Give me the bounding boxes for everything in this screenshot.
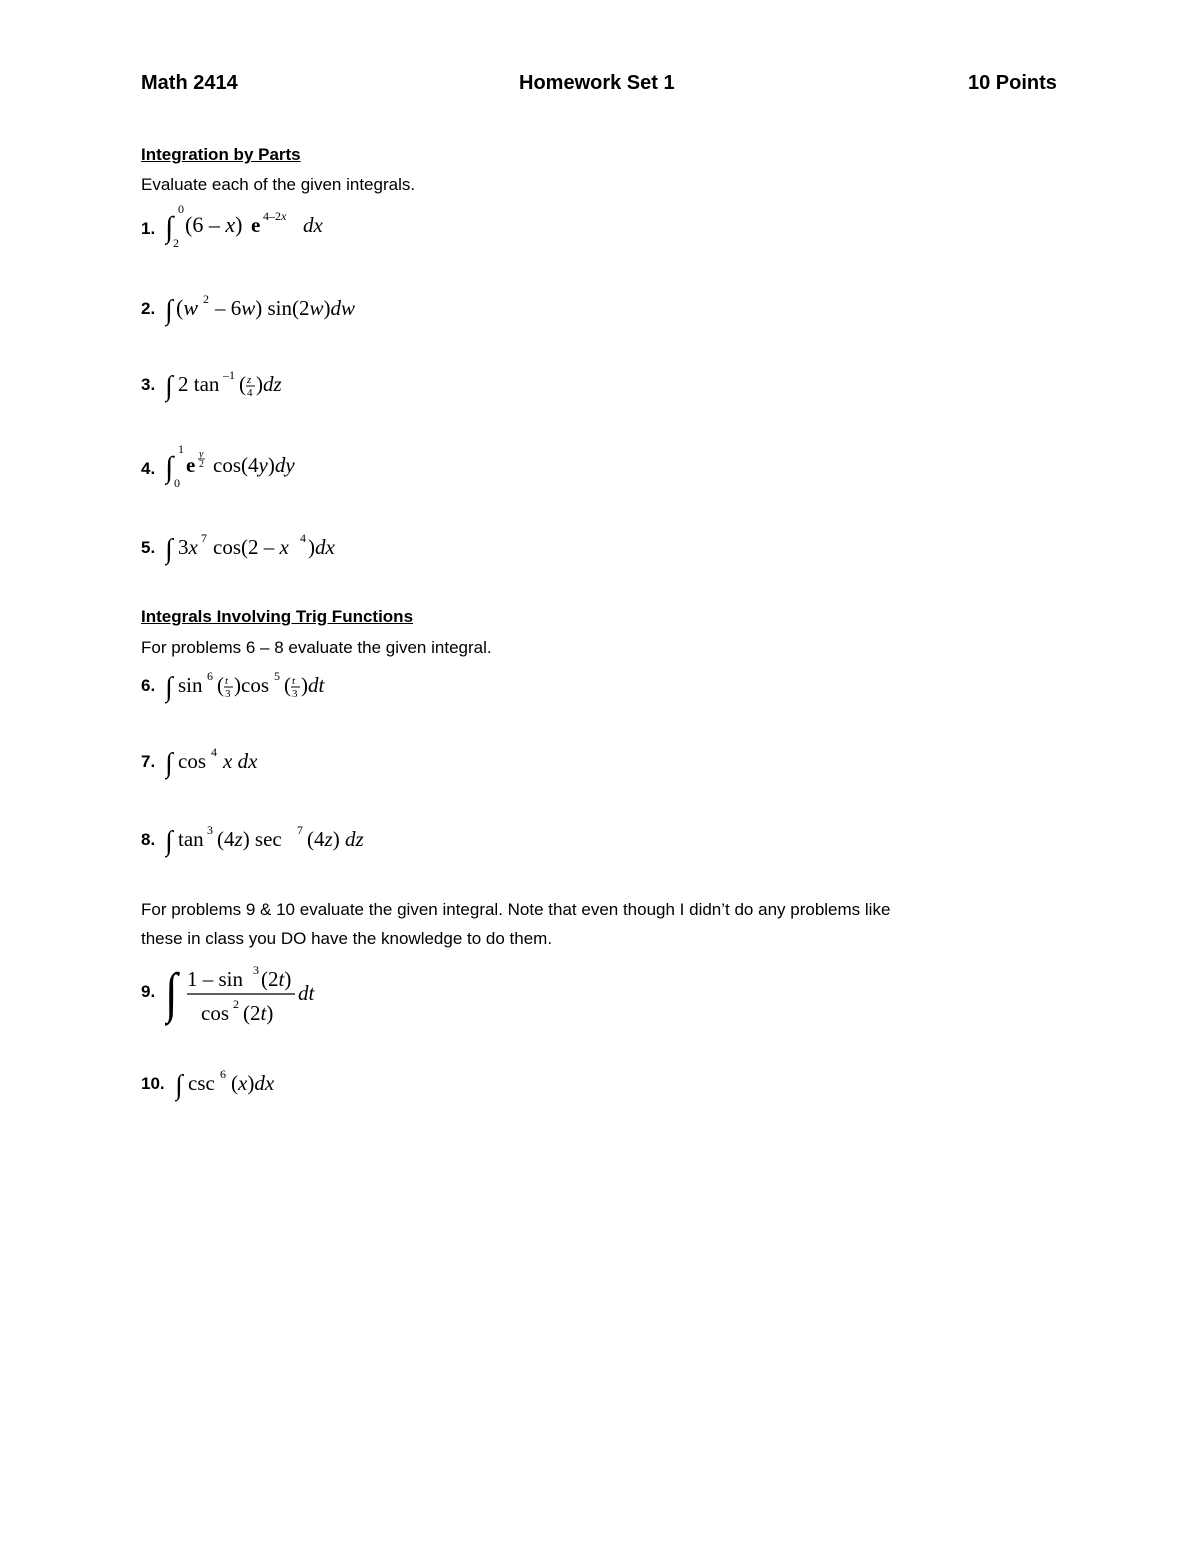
svg-text:(: ( xyxy=(284,673,291,697)
svg-text:0: 0 xyxy=(178,202,184,216)
svg-text:)dt: )dt xyxy=(301,673,325,697)
problem-number: 2. xyxy=(141,299,156,318)
svg-text:e: e xyxy=(186,453,196,477)
svg-text:∫: ∫ xyxy=(165,295,173,326)
problem-number: 7. xyxy=(141,752,156,771)
problem-number: 8. xyxy=(141,830,156,849)
svg-text:dx: dx xyxy=(303,213,323,237)
svg-text:7: 7 xyxy=(201,531,207,545)
problem-expression xyxy=(165,662,385,706)
svg-text:– 6w) sin(2w)dw: – 6w) sin(2w)dw xyxy=(215,296,356,320)
svg-text:4: 4 xyxy=(300,531,306,545)
svg-text:4: 4 xyxy=(211,745,217,759)
svg-text:(4z) sec: (4z) sec xyxy=(217,827,282,851)
svg-text:2: 2 xyxy=(233,997,239,1011)
svg-text:)dz: )dz xyxy=(256,372,282,396)
svg-text:6: 6 xyxy=(220,1067,226,1081)
svg-text:(6 – x): (6 – x) xyxy=(185,212,243,237)
note-line-2: these in class you DO have the knowledge to do them. xyxy=(141,929,553,948)
svg-text:6: 6 xyxy=(207,669,213,683)
svg-text:(x)dx: (x)dx xyxy=(231,1071,275,1095)
svg-text:t: t xyxy=(225,675,229,687)
svg-text:z: z xyxy=(247,374,252,386)
problem-number: 10. xyxy=(141,1074,165,1093)
section-title-trig-integrals: Integrals Involving Trig Functions xyxy=(141,607,414,626)
problem-expression xyxy=(165,361,365,405)
svg-text:3: 3 xyxy=(207,823,213,837)
svg-text:∫: ∫ xyxy=(165,371,173,402)
svg-text:cos: cos xyxy=(201,1001,229,1025)
problem-number: 1. xyxy=(141,219,156,238)
svg-text:∫: ∫ xyxy=(165,826,173,857)
svg-text:3: 3 xyxy=(292,688,298,700)
svg-text:(2t): (2t) xyxy=(243,1001,274,1025)
svg-text:t: t xyxy=(292,675,296,687)
problem-expression xyxy=(165,956,365,1032)
problem-expression xyxy=(165,524,385,568)
problem-expression xyxy=(165,201,385,251)
svg-text:(: ( xyxy=(217,673,224,697)
problem-expression xyxy=(165,285,425,329)
svg-text:∫: ∫ xyxy=(165,451,174,484)
svg-text:(: ( xyxy=(239,372,246,396)
section-title-integration-by-parts: Integration by Parts xyxy=(141,145,301,164)
svg-text:∫: ∫ xyxy=(165,211,174,244)
points-label: 10 Points xyxy=(968,72,1057,94)
assignment-title: Homework Set 1 xyxy=(519,72,675,94)
svg-text:1 – sin: 1 – sin xyxy=(187,967,244,991)
svg-text:∫: ∫ xyxy=(175,1070,183,1101)
svg-text:(4z) dz: (4z) dz xyxy=(307,827,364,851)
course-title: Math 2414 xyxy=(141,72,238,94)
svg-text:3x: 3x xyxy=(178,535,198,559)
svg-text:2: 2 xyxy=(173,236,179,250)
problem-expression xyxy=(165,441,365,491)
problem-number: 5. xyxy=(141,538,156,557)
svg-text:3: 3 xyxy=(253,963,259,977)
svg-text:3: 3 xyxy=(225,688,231,700)
svg-text:2: 2 xyxy=(203,292,209,306)
svg-text:1: 1 xyxy=(178,442,184,456)
svg-text:0: 0 xyxy=(174,476,180,490)
section-instructions: Evaluate each of the given integrals. xyxy=(141,175,416,194)
svg-text:e: e xyxy=(251,213,261,237)
svg-text:∫: ∫ xyxy=(165,672,173,703)
svg-text:x dx: x dx xyxy=(223,749,258,773)
svg-text:∫: ∫ xyxy=(165,534,173,565)
svg-text:dt: dt xyxy=(298,981,315,1005)
svg-text:cos(4y)dy: cos(4y)dy xyxy=(213,453,295,477)
svg-text:tan: tan xyxy=(178,827,204,851)
svg-text:csc: csc xyxy=(188,1071,215,1095)
problem-number: 4. xyxy=(141,459,156,478)
svg-text:)dx: )dx xyxy=(308,535,335,559)
section-instructions: For problems 6 – 8 evaluate the given integral. xyxy=(141,638,492,657)
svg-text:(w: (w xyxy=(176,295,199,320)
svg-text:(2t): (2t) xyxy=(261,967,292,991)
svg-text:4: 4 xyxy=(247,387,253,399)
svg-text:cos: cos xyxy=(178,749,206,773)
problem-number: 3. xyxy=(141,375,156,394)
svg-text:y: y xyxy=(199,449,204,460)
note-line-1: For problems 9 & 10 evaluate the given integral. Note that even though I didn’t do any problems like xyxy=(141,900,891,919)
problem-expression xyxy=(175,1060,375,1104)
problem-expression xyxy=(165,738,325,782)
svg-text:∫: ∫ xyxy=(165,748,173,779)
svg-text:4–2x: 4–2x xyxy=(263,209,287,223)
svg-text:sin: sin xyxy=(178,673,203,697)
svg-text:–1: –1 xyxy=(223,368,235,382)
problem-number: 6. xyxy=(141,676,156,695)
svg-text:∫: ∫ xyxy=(165,962,178,1024)
svg-text:cos(2 – x: cos(2 – x xyxy=(213,535,289,559)
svg-text:2: 2 xyxy=(199,459,204,470)
svg-text:5: 5 xyxy=(274,669,280,683)
problem-number: 9. xyxy=(141,982,156,1001)
svg-text:)cos: )cos xyxy=(234,673,269,697)
problem-expression xyxy=(165,816,405,860)
svg-text:2 tan: 2 tan xyxy=(178,372,220,396)
svg-text:7: 7 xyxy=(297,823,303,837)
